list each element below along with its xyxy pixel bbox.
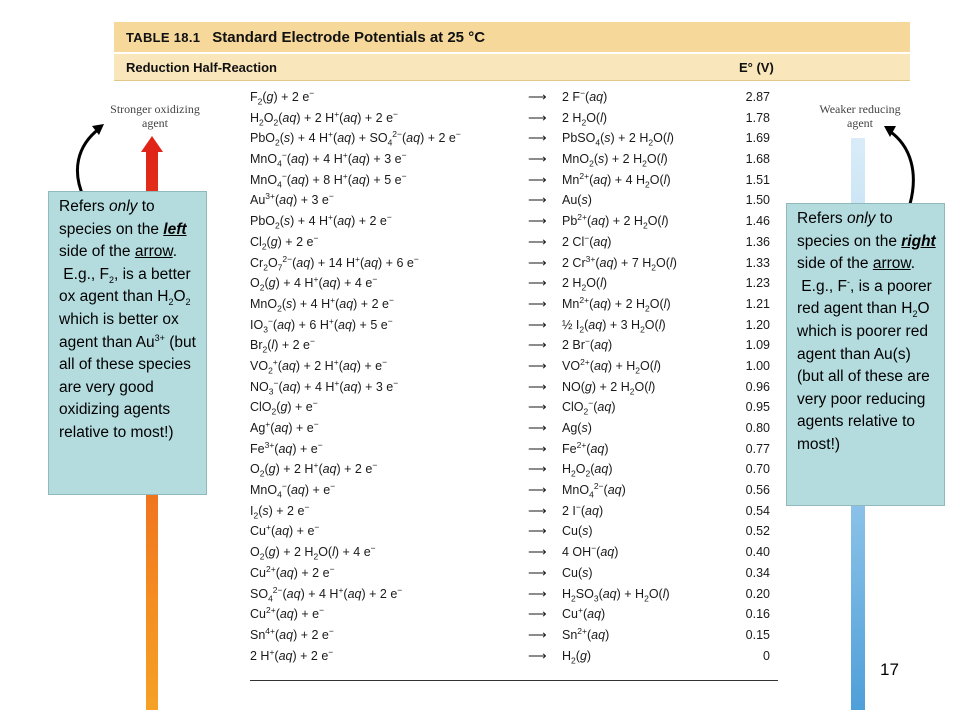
- reactants: $Fe^{3+}(aq) + e^-$: [250, 439, 323, 456]
- reaction-arrow-icon: ⟶: [528, 482, 547, 498]
- reactants: MnO$_2$(s) + 4 H+(aq) + 2 e−: [250, 294, 394, 314]
- products: $Sn^{2+}(aq)$: [562, 625, 610, 642]
- products: Ag(s): [562, 421, 592, 435]
- column-header-reaction: Reduction Half-Reaction: [126, 59, 277, 75]
- products: 4 OH−(aq): [562, 542, 619, 560]
- reaction-row: [250, 439, 790, 460]
- reaction-arrow-icon: ⟶: [528, 523, 547, 539]
- standard-potential: 1.23: [745, 276, 770, 291]
- reaction-row: [250, 253, 790, 274]
- reactants: ClO$_2$(g) + e−: [250, 398, 318, 417]
- reactants: $H_2O_2(aq) + 2$ H+(aq) + 2 e−: [250, 108, 398, 128]
- reaction-arrow-icon: ⟶: [528, 502, 547, 518]
- reaction-arrow-icon: ⟶: [528, 440, 547, 456]
- reactants: PbO$_2$(s) + 4 H+(aq) + 2 e−: [250, 211, 392, 231]
- standard-potential: 0.54: [745, 503, 770, 518]
- reaction-arrow-icon: ⟶: [528, 357, 547, 373]
- products: $VO^{2+}(aq) + H_2O(l)$: [562, 356, 661, 376]
- reaction-row: [250, 273, 790, 294]
- standard-potential: 1.46: [745, 214, 770, 229]
- reaction-row: [250, 315, 790, 336]
- reaction-arrow-icon: ⟶: [528, 647, 547, 663]
- products: $H_2SO_3(aq) + H_2O(l)$: [562, 586, 670, 603]
- reactants: $Cu^{2+}(aq) + e^-$: [250, 605, 325, 622]
- reactants: $SO_4^{2-}(aq) + 4$ H+(aq) + 2 e−: [250, 584, 403, 603]
- reaction-row: [250, 211, 790, 232]
- right-callout-curved-arrow: [880, 122, 920, 206]
- reaction-row: [250, 335, 790, 356]
- column-header-potential: E° (V): [739, 59, 774, 75]
- reaction-row: [250, 542, 790, 563]
- stronger-oxidizing-label: Stronger oxidizing agent: [110, 102, 200, 130]
- standard-potential: 1.78: [745, 110, 770, 125]
- products: PbSO$_4$(s) + 2 $H_2O(l)$: [562, 131, 674, 148]
- table-title: Standard Electrode Potentials at 25 °C: [212, 28, 486, 46]
- reaction-row: [250, 604, 790, 625]
- standard-potential: 0.34: [745, 565, 770, 580]
- reaction-row: [250, 397, 790, 418]
- products: $Pb^{2+}(aq) + 2$ $H_2O(l)$: [562, 211, 669, 231]
- standard-potential: 0.70: [745, 462, 770, 477]
- reaction-row: [250, 418, 790, 439]
- standard-potential: 0.56: [745, 483, 770, 498]
- reaction-arrow-icon: ⟶: [528, 337, 547, 353]
- reaction-row: [250, 108, 790, 129]
- products: 2 I−(aq): [562, 501, 604, 518]
- reaction-arrow-icon: ⟶: [528, 89, 547, 104]
- reaction-arrow-icon: ⟶: [528, 316, 547, 332]
- standard-potential: 0.16: [745, 607, 770, 622]
- left-callout-curved-arrow: [70, 120, 110, 200]
- products: 2 $Cr^{3+}(aq) + 7$ $H_2O(l)$: [562, 253, 677, 272]
- reaction-arrow-icon: ⟶: [528, 275, 547, 291]
- standard-potential: 1.51: [745, 172, 770, 187]
- reaction-row: [250, 646, 790, 667]
- reaction-arrow-icon: ⟶: [528, 585, 547, 601]
- weaker-reducing-label: Weaker reducing agent: [819, 102, 901, 130]
- right-side-callout: Refers only to species on the right side of the arrow. E.g., F-, is a poorer red agent than $H_2O$ which is poorer red agent than Au(s) (but all of these are very poor reducing agents relative to most!): [786, 203, 945, 506]
- reaction-arrow-icon: ⟶: [528, 564, 547, 580]
- reactants: $Cu^{2+}(aq) + 2$ e−: [250, 563, 335, 580]
- standard-potential: 1.09: [745, 338, 770, 353]
- table-title-band: [114, 22, 910, 52]
- reactants: $NO_3^-(aq) + 4$ H+(aq) + 3 e−: [250, 377, 399, 397]
- products: Cu(s): [562, 565, 593, 580]
- reactants: $Au^{3+}(aq) + 3$ e−: [250, 191, 334, 208]
- reaction-arrow-icon: ⟶: [528, 233, 547, 249]
- reactants: $Sn^{4+}(aq) + 2$ e−: [250, 625, 334, 642]
- standard-potential: 2.87: [745, 90, 770, 104]
- reaction-row: [250, 377, 790, 398]
- reaction-arrow-icon: ⟶: [528, 295, 547, 311]
- reaction-row: [250, 87, 790, 108]
- standard-potential: 0.80: [745, 421, 770, 435]
- products: 2 $H_2O(l)$: [562, 110, 608, 128]
- reaction-row: [250, 480, 790, 501]
- header-divider: [114, 80, 910, 81]
- table-number: TABLE 18.1: [126, 29, 201, 45]
- reaction-arrow-icon: ⟶: [528, 626, 547, 642]
- reactants: $IO_3^-(aq) + 6$ H+(aq) + 5 e−: [250, 315, 393, 335]
- standard-potential: 1.36: [745, 234, 770, 249]
- reactants: PbO$_2$(s) + 4 $H^+(aq) + SO_4^{2-}(aq) + 2$ e−: [250, 129, 461, 148]
- reaction-row: [250, 459, 790, 480]
- reaction-arrow-icon: ⟶: [528, 109, 547, 125]
- products: ½ $I_2(aq) + 3$ $H_2O(l)$: [562, 317, 666, 335]
- reaction-arrow-icon: ⟶: [528, 606, 547, 622]
- products: $Fe^{2+}(aq)$: [562, 439, 609, 456]
- reactants: $F_2(g) + 2$ e−: [250, 87, 315, 107]
- reaction-arrow-icon: ⟶: [528, 378, 547, 394]
- products: $Mn^{2+}(aq) + 4$ $H_2O(l)$: [562, 170, 671, 190]
- reaction-arrow-icon: ⟶: [528, 151, 547, 167]
- products: MnO$_4^{2-}$(aq): [562, 480, 626, 500]
- reaction-arrow-icon: ⟶: [528, 544, 547, 560]
- standard-potential: 0.95: [745, 400, 770, 415]
- reactants: Ag+(aq) + e−: [250, 418, 319, 435]
- reactants: $Cl_2(g) + 2$ e−: [250, 232, 319, 252]
- products: Au(s): [562, 193, 592, 208]
- products: 2 Br−(aq): [562, 336, 613, 353]
- products: NO(g) + 2 $H_2O(l)$: [562, 379, 656, 397]
- reaction-row: [250, 521, 790, 542]
- reactants: Cu+(aq) + e−: [250, 522, 320, 539]
- reaction-row: [250, 232, 790, 253]
- products: Cu(s): [562, 524, 593, 539]
- reaction-row: [250, 128, 790, 149]
- reaction-row: [250, 584, 790, 605]
- reaction-arrow-icon: ⟶: [528, 461, 547, 477]
- reaction-row: [250, 563, 790, 584]
- products: $Mn^{2+}(aq) + 2$ $H_2O(l)$: [562, 294, 671, 314]
- left-side-callout: Refers only to species on the left side of the arrow. E.g., $F_2$, is a better ox agent than $H_2O_2$ which is better ox agent than $Au^{3+}$ (but all of these species are very good oxidizing agents relative to most!): [48, 191, 207, 495]
- standard-potential: 1.69: [745, 131, 770, 146]
- reaction-row: [250, 625, 790, 646]
- standard-potential: 1.00: [745, 358, 770, 373]
- reactants: MnO$_4$−(aq) + 8 H+(aq) + 5 e−: [250, 170, 407, 190]
- reaction-arrow-icon: ⟶: [528, 254, 547, 270]
- reactants: $Cr_2O_7^{2-}(aq) + 14$ H+(aq) + 6 e−: [250, 253, 419, 272]
- reactants: $O_2(g) + 4$ H+(aq) + 4 e−: [250, 274, 378, 293]
- hydrogen-reference-divider: [250, 680, 778, 681]
- standard-potential: 1.50: [745, 193, 770, 208]
- standard-potential: 1.20: [745, 317, 770, 332]
- reactants: 2 H+(aq) + 2 e−: [250, 646, 334, 663]
- standard-potential: 0.40: [745, 545, 770, 560]
- standard-potential: 0.20: [745, 586, 770, 601]
- products: 2 Cl−(aq): [562, 232, 612, 249]
- standard-potential: 1.68: [745, 152, 770, 167]
- reactants: $VO_2^+(aq) + 2$ H+(aq) + e−: [250, 356, 388, 376]
- standard-potential: 1.21: [745, 296, 770, 311]
- reaction-row: [250, 294, 790, 315]
- reaction-row: [250, 170, 790, 191]
- standard-potential: 0.52: [745, 524, 770, 539]
- reactants: $O_2(g) + 2$ $H_2O(l) + 4$ e−: [250, 542, 376, 562]
- reaction-arrow-icon: ⟶: [528, 130, 547, 146]
- table-column-header: [114, 54, 910, 80]
- standard-potential: 1.33: [745, 255, 770, 270]
- standard-potential: 0.96: [745, 379, 770, 394]
- products: ClO$_2$−(aq): [562, 398, 616, 417]
- reaction-arrow-icon: ⟶: [528, 213, 547, 229]
- reactants: MnO$_4$−(aq) + 4 H+(aq) + 3 e−: [250, 149, 407, 169]
- products: MnO$_2$(s) + 2 $H_2O(l)$: [562, 152, 668, 169]
- reactants: $I_2(s) + 2$ e−: [250, 501, 310, 521]
- reaction-arrow-icon: ⟶: [528, 399, 547, 415]
- reaction-row: [250, 356, 790, 377]
- reaction-arrow-icon: ⟶: [528, 171, 547, 187]
- reactants: $Br_2(l) + 2$ e−: [250, 336, 315, 355]
- products: $H_2O_2(aq)$: [562, 462, 613, 479]
- reactants: MnO$_4$−(aq) + e−: [250, 480, 336, 500]
- standard-potential: 0.15: [745, 627, 770, 642]
- reaction-row: [250, 190, 790, 211]
- standard-potential: 0: [763, 648, 770, 663]
- products: Cu+(aq): [562, 605, 606, 622]
- standard-potential: 0.77: [745, 441, 770, 456]
- products: $H_2(g)$: [562, 648, 592, 666]
- reaction-row: [250, 501, 790, 522]
- page-number: 17: [880, 660, 899, 679]
- reaction-row: [250, 149, 790, 170]
- reaction-arrow-icon: ⟶: [528, 420, 547, 435]
- reaction-arrow-icon: ⟶: [528, 192, 547, 208]
- reactants: $O_2(g) + 2$ H+(aq) + 2 e−: [250, 460, 378, 479]
- products: 2 F−(aq): [562, 87, 608, 104]
- reaction-table-body: [250, 87, 790, 666]
- products: 2 $H_2O(l)$: [562, 276, 608, 293]
